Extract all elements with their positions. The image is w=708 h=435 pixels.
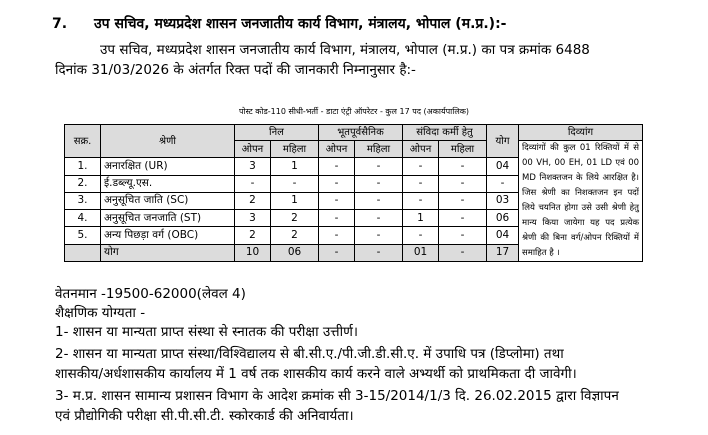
qualification-point-2-line-1: 2- शासन या मान्यता प्राप्त संस्था/विश्विद्यालय से बी.सी.ए./पी.जी.डी.सी.ए. में उपाधि पत्र (डिप्लोमा) तथा xyxy=(55,346,564,362)
cell-ex-open: - xyxy=(319,244,355,261)
cell-total: 06 xyxy=(487,210,519,227)
table-caption: पोस्ट कोड-110 सीधी-भर्ती - डाटा एंट्री ऑपरेटर - कुल 17 पद (अकार्यपालिक) xyxy=(238,107,470,116)
cell-nil-open: 10 xyxy=(235,244,271,261)
cell-ex-open: - xyxy=(319,175,355,192)
cell-total: 17 xyxy=(487,244,519,261)
cell-nil-female: 06 xyxy=(271,244,319,261)
header-nil: निल xyxy=(235,125,319,141)
cell-contract-open: - xyxy=(403,175,439,192)
cell-nil-open: 3 xyxy=(235,210,271,227)
cell-ex-open: - xyxy=(319,227,355,244)
cell-ex-open: - xyxy=(319,158,355,175)
cell-nil-female: 1 xyxy=(271,158,319,175)
cell-category: अनुसूचित जाति (SC) xyxy=(101,192,235,209)
cell-ex-female: - xyxy=(355,192,403,209)
header-serial: सक्र. xyxy=(65,125,101,158)
header-contract: संविदा कर्मी हेतु xyxy=(403,125,487,141)
cell-ex-female: - xyxy=(355,244,403,261)
qualification-point-3-line-2: एवं प्रौद्योगिकी परीक्षा सी.पी.सी.टी. स्कोरकार्ड की अनिवार्यता। xyxy=(55,408,354,424)
header-female: महिला xyxy=(271,141,319,158)
cell-serial: 3. xyxy=(65,192,101,209)
qualification-point-3-line-1: 3- म.प्र. शासन सामान्य प्रशासन विभाग के आदेश क्रमांक सी 3-15/2014/1/3 दि. 26.02.2015 द्वारा विज्ञापन xyxy=(55,388,619,404)
cell-total: - xyxy=(487,175,519,192)
cell-contract-female: - xyxy=(439,244,487,261)
cell-nil-female: 2 xyxy=(271,210,319,227)
intro-line-2: दिनांक 31/03/2026 के अंतर्गत रिक्त पदों की जानकारी निम्नानुसार है:- xyxy=(55,62,416,78)
cell-contract-open: 01 xyxy=(403,244,439,261)
cell-nil-open: 3 xyxy=(235,158,271,175)
cell-contract-female: - xyxy=(439,210,487,227)
cell-serial: 2. xyxy=(65,175,101,192)
cell-nil-female: 2 xyxy=(271,227,319,244)
cell-nil-open: 2 xyxy=(235,227,271,244)
intro-line-1: उप सचिव, मध्यप्रदेश शासन जनजातीय कार्य विभाग, मंत्रालय, भोपाल (म.प्र.) का पत्र क्रमांक 6488 xyxy=(100,42,590,58)
section-number: 7. xyxy=(52,16,68,32)
cell-ex-female: - xyxy=(355,210,403,227)
header-female: महिला xyxy=(355,141,403,158)
cell-contract-female: - xyxy=(439,227,487,244)
header-category: श्रेणी xyxy=(101,125,235,158)
cell-nil-female: 1 xyxy=(271,192,319,209)
qualification-title: शैक्षणिक योग्यता - xyxy=(55,305,146,321)
qualification-point-2-line-2: शासकीय/अर्धशासकीय कार्यालय में 1 वर्ष तक शासकीय कार्य करने वाले अभ्यर्थी को प्राथमिकता दी जावेगी। xyxy=(55,366,577,382)
header-open: ओपन xyxy=(403,141,439,158)
cell-total: 04 xyxy=(487,158,519,175)
cell-contract-open: - xyxy=(403,227,439,244)
cell-category: अनारक्षित (UR) xyxy=(101,158,235,175)
cell-total: 04 xyxy=(487,227,519,244)
header-open: ओपन xyxy=(319,141,355,158)
divyang-note: दिव्यांगों की कुल 01 रिक्तियों में से 00 VH, 00 EH, 01 LD एवं 00 MD निशक्तजन के लिये आरक्षित है। जिस श्रेणी का निशक्तजन इन पदों लिये चयनित होगा उसे उसी श्रेणी हेतु मान्य किया जायेगा यह पद प्रत्येक श्रेणी की बिना वर्ग/ओपन रिक्तियों में समाहित है । xyxy=(519,141,643,262)
cell-serial: 4. xyxy=(65,210,101,227)
section-title: उप सचिव, मध्यप्रदेश शासन जनजातीय कार्य विभाग, मंत्रालय, भोपाल (म.प्र.):- xyxy=(94,16,507,32)
cell-contract-open: - xyxy=(403,192,439,209)
cell-total: 03 xyxy=(487,192,519,209)
cell-ex-open: - xyxy=(319,210,355,227)
section-heading xyxy=(52,14,506,33)
header-divyang: दिव्यांग xyxy=(519,125,643,141)
cell-category: अन्य पिछड़ा वर्ग (OBC) xyxy=(101,227,235,244)
header-open: ओपन xyxy=(235,141,271,158)
cell-category: अनुसूचित जनजाति (ST) xyxy=(101,210,235,227)
vacancy-table xyxy=(64,124,643,262)
cell-total-label: योग xyxy=(101,244,235,261)
cell-ex-female: - xyxy=(355,227,403,244)
cell-contract-female: - xyxy=(439,175,487,192)
header-total: योग xyxy=(487,125,519,158)
cell-nil-open: 2 xyxy=(235,192,271,209)
header-female: महिला xyxy=(439,141,487,158)
cell-category: ई.डब्ल्यू.एस. xyxy=(101,175,235,192)
pay-scale: वेतनमान -19500-62000(लेवल 4) xyxy=(55,286,246,302)
header-ex-servicemen: भूतपूर्वसैनिक xyxy=(319,125,403,141)
cell-nil-female: - xyxy=(271,175,319,192)
cell-ex-open: - xyxy=(319,192,355,209)
header-row-1 xyxy=(65,125,643,141)
cell-contract-female: - xyxy=(439,158,487,175)
cell-contract-open: 1 xyxy=(403,210,439,227)
cell-ex-female: - xyxy=(355,175,403,192)
cell-serial: 1. xyxy=(65,158,101,175)
cell-contract-female: - xyxy=(439,192,487,209)
cell-serial-empty xyxy=(65,244,101,261)
cell-nil-open: - xyxy=(235,175,271,192)
qualification-point-1: 1- शासन या मान्यता प्राप्त संस्था से स्नातक की परीक्षा उत्तीर्ण। xyxy=(55,324,358,340)
cell-contract-open: - xyxy=(403,158,439,175)
cell-serial: 5. xyxy=(65,227,101,244)
cell-ex-female: - xyxy=(355,158,403,175)
